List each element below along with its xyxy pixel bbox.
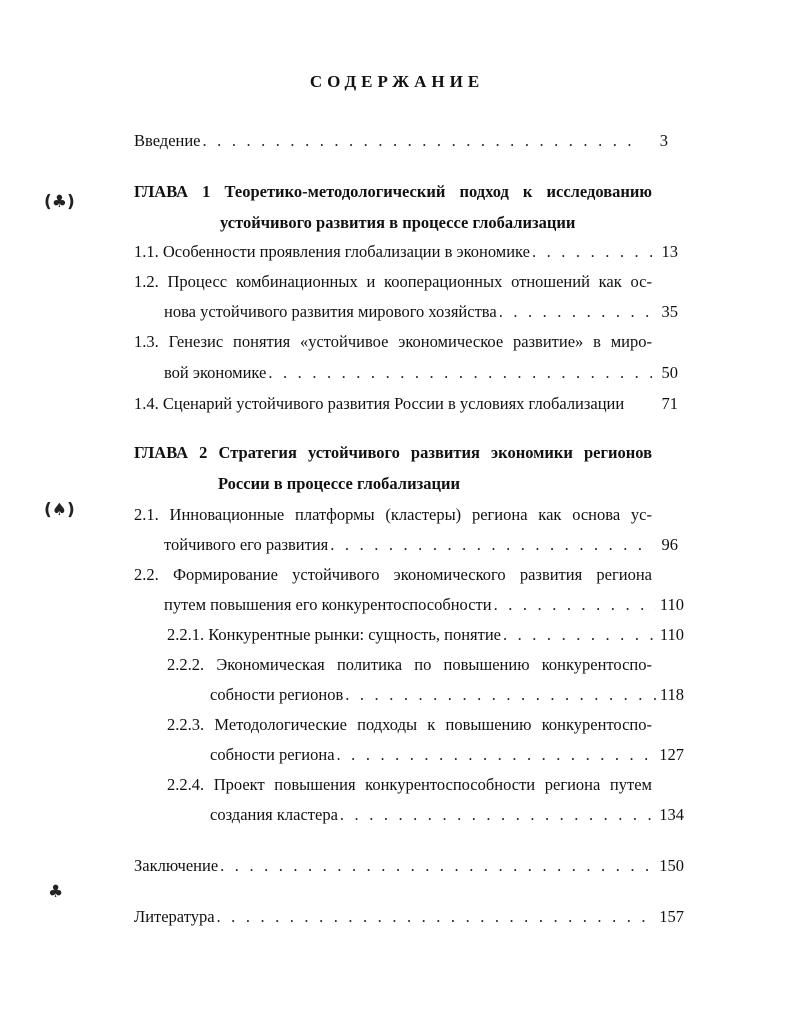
toc-entry-2-1[interactable]: [164, 534, 678, 556]
toc-page-number: 96: [661, 535, 678, 554]
toc-entry-1-3[interactable]: [164, 362, 678, 384]
margin-mark-1: (♣): [44, 192, 75, 212]
toc-entry-2-1-line1: 2.1. Инновационные платформы (кластеры) региона как основа ус-: [134, 505, 652, 524]
toc-entry-1-2-line1: 1.2. Процесс комбинационных и кооперационных отношений как ос-: [134, 272, 652, 291]
toc-page-number: 50: [661, 363, 678, 382]
toc-entry-label: Введение: [134, 131, 201, 150]
chapter-1-heading: ГЛАВА 1 Теоретико-методологический подход к исследованию: [134, 182, 652, 201]
toc-page-number: 13: [661, 242, 678, 261]
toc-entry-label: собности регионов: [210, 685, 344, 704]
toc-entry-conclusion[interactable]: [134, 855, 684, 877]
toc-entry-1-2[interactable]: [164, 301, 678, 323]
leader-dots: [532, 241, 652, 263]
toc-entry-literature[interactable]: [134, 906, 684, 928]
toc-entry-2-2-3-line1: 2.2.3. Методологические подходы к повышению конкурентоспо-: [167, 715, 652, 734]
toc-page-number: 118: [659, 685, 684, 704]
toc-entry-intro[interactable]: [134, 130, 668, 152]
margin-mark-3: ♣: [48, 882, 64, 902]
leader-dots: [499, 301, 652, 323]
margin-mark-2: (♠): [44, 500, 75, 520]
page-title: СОДЕРЖАНИЕ: [309, 72, 485, 91]
leader-dots: [494, 594, 656, 616]
toc-entry-2-2-4[interactable]: [210, 804, 684, 826]
toc-entry-label: 1.1. Особенности проявления глобализации в экономике: [134, 242, 530, 261]
toc-entry-label: путем повышения его конкурентоспособности: [164, 595, 492, 614]
toc-page-number: 3: [659, 131, 668, 150]
toc-entry-2-2-2[interactable]: [210, 684, 684, 706]
toc-page-number: 35: [661, 302, 678, 321]
toc-page-number: 110: [659, 595, 684, 614]
toc-entry-label: нова устойчивого развития мирового хозяйства: [164, 302, 497, 321]
toc-entry-label: создания кластера: [210, 805, 338, 824]
toc-entry-label: 2.2.1. Конкурентные рынки: сущность, понятие: [167, 625, 501, 644]
leader-dots: [217, 906, 656, 928]
toc-entry-2-2-3[interactable]: [210, 744, 684, 766]
leader-dots: [203, 130, 642, 152]
leader-dots: [337, 744, 656, 766]
leader-dots: [268, 362, 652, 384]
chapter-2-heading-cont: России в процессе глобализации: [218, 474, 460, 493]
toc-page-number: 71: [661, 394, 678, 413]
toc-entry-2-2-line1: 2.2. Формирование устойчивого экономического развития региона: [134, 565, 652, 584]
leader-dots: [220, 855, 655, 877]
toc-entry-2-2-4-line1: 2.2.4. Проект повышения конкурентоспособности региона путем: [167, 775, 652, 794]
leader-dots: [503, 624, 656, 646]
toc-entry-1-1[interactable]: [134, 241, 678, 263]
toc-entry-1-3-line1: 1.3. Генезис понятия «устойчивое экономическое развитие» в миро-: [134, 332, 652, 351]
leader-dots: [340, 804, 655, 826]
toc-entry-label: собности региона: [210, 745, 335, 764]
toc-entry-2-2-2-line1: 2.2.2. Экономическая политика по повышению конкурентоспо-: [167, 655, 652, 674]
leader-dots: [330, 534, 652, 556]
toc-entry-label: Литература: [134, 907, 215, 926]
toc-entry-label: тойчивого его развития: [164, 535, 329, 554]
toc-page-number: 134: [659, 805, 684, 824]
toc-page-number: 150: [659, 856, 684, 875]
toc-page-number: 157: [659, 907, 684, 926]
toc-entry-1-4[interactable]: [134, 393, 678, 415]
toc-entry-label: вой экономике: [164, 363, 267, 382]
chapter-2-heading: ГЛАВА 2 Стратегия устойчивого развития экономики регионов: [134, 443, 652, 462]
toc-page-number: 110: [659, 625, 684, 644]
toc-entry-2-2[interactable]: [164, 594, 684, 616]
toc-entry-label: Заключение: [134, 856, 219, 875]
toc-page-number: 127: [659, 745, 684, 764]
chapter-1-heading-cont: устойчивого развития в процессе глобализации: [220, 213, 576, 232]
leader-dots: [345, 684, 656, 706]
toc-entry-2-2-1[interactable]: [167, 624, 684, 646]
toc-entry-label: 1.4. Сценарий устойчивого развития России в условиях глобализации: [134, 394, 625, 413]
